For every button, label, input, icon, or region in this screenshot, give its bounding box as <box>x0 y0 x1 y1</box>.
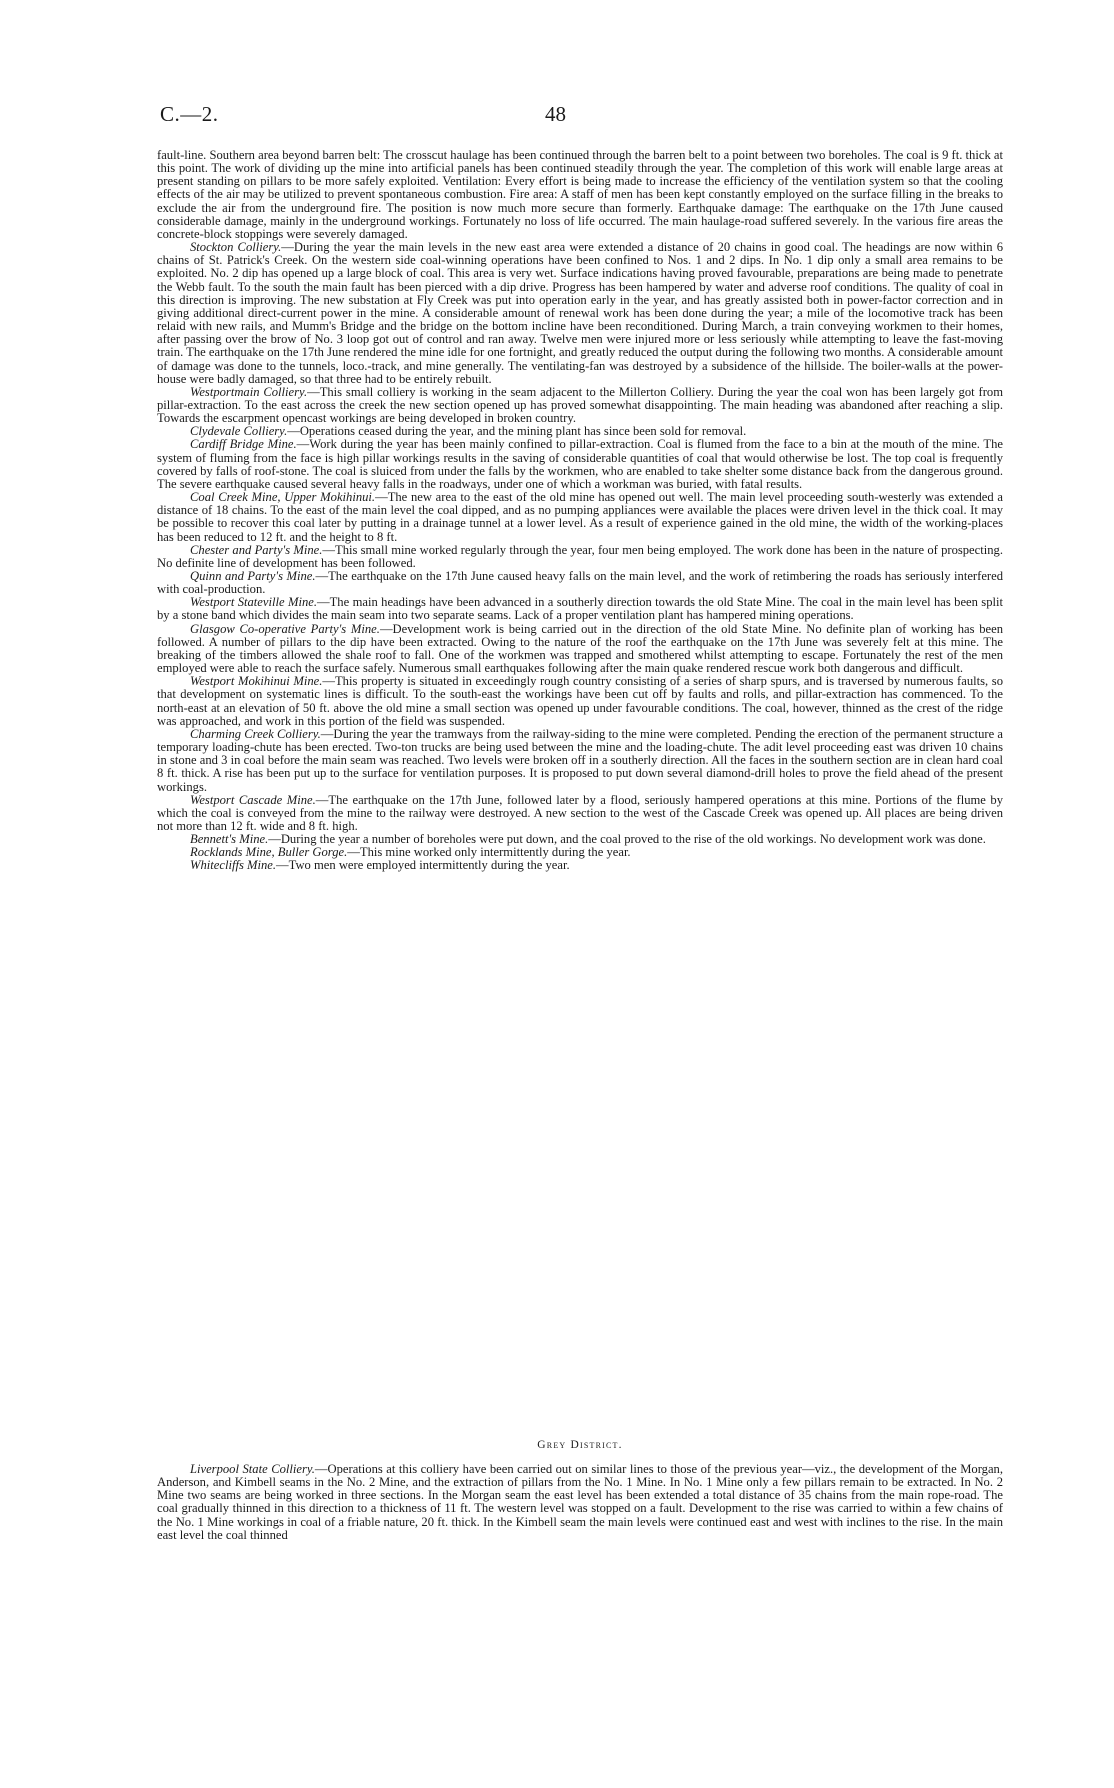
page-header <box>160 102 1020 126</box>
paragraph-text: —During the year a number of boreholes were put down, and the coal proved to the rise of the old workings. No development work was done. <box>268 832 986 847</box>
paragraph-text: —Work during the year has been mainly confined to pillar-extraction. Coal is flumed from the face to a bin at the mouth of the mine. The system of fluming from the face is high pillar workings results in the saving of considerable quantities of coal that would otherwise be lost. The top coal is frequently covered by falls of roof-stone. The coal is sluiced from under the falls by the workmen, who are enabled to take shelter some distance back from the dangerous ground. The severe earthquake caused several heavy falls in the roadways, under one of which a workman was buried, with fatal results. <box>157 437 1003 491</box>
mine-name: Charming Creek Colliery. <box>190 726 321 741</box>
paragraph-text: —During the year the main levels in the new east area were extended a distance of 20 chains in good coal. The headings are now within 6 chains of St. Patrick's Creek. On the western side coal-winning operations have been confined to Nos. 1 and 2 dips. In No. 1 dip only a small area remains to be exploited. No. 2 dip has opened up a large block of coal. This area is very wet. Surface indications having proved favourable, preparations are being made to penetrate the Webb fault. To the south the main fault has been pierced with a dip drive. Progress has been hampered by water and adverse roof conditions. The quality of coal in this direction is improving. The new substation at Fly Creek was put into operation early in the year, and has greatly assisted both in power-factor correction and in giving additional direct-current power in the mine. A considerable amount of renewal work has been done during the year; a mile of the locomotive track has been relaid with new rails, and Mumm's Bridge and the bridge on the bottom incline have been reconditioned. During March, a train conveying workmen to their homes, after passing over the brow of No. 3 loop got out of control and ran away. Twelve men were injured more or less seriously while attempting to leave the fast-moving train. The earthquake on the 17th June rendered the mine idle for one fortnight, and greatly reduced the output during the following two months. A considerable amount of damage was done to the tunnels, loco.-track, and mine generally. The ventilating-fan was destroyed by a subsidence of the hillside. The boiler-walls at the power-house were badly damaged, so that three had to be entirely rebuilt. <box>157 240 1004 386</box>
mine-name: Chester and Party's Mine. <box>190 542 323 557</box>
paragraph-text: —This small colliery is working in the seam adjacent to the Millerton Colliery. During the year the coal won has been largely got from pillar-extraction. To the east across the creek the new section opened up has proved somewhat disappointing. The main heading was abandoned after reaching a slip. Towards the escarpment opencast workings are being developed in broken country. <box>157 384 1003 426</box>
paragraph-fault-line <box>157 149 1003 241</box>
mine-name: Bennett's Mine. <box>190 832 269 847</box>
paragraph-text: —Operations ceased during the year, and the mining plant has since been sold for removal. <box>287 424 747 439</box>
section-heading-grey-district: Grey District. <box>537 1439 623 1451</box>
paragraph-westport-cascade <box>157 794 1003 833</box>
paragraph-text: —Two men were employed intermittently during the year. <box>276 858 570 873</box>
paragraph-text: —The earthquake on the 17th June caused heavy falls on the main level, and the work of retimbering the roads has seriously interfered with coal-production. <box>157 569 1003 597</box>
document-code: C.—2. <box>160 102 219 126</box>
paragraph-liverpool-state <box>157 1463 1003 1542</box>
paragraph-text: —The main headings have been advanced in a southerly direction towards the old State Mine. The coal in the main level has been split by a stone band which divides the main seam into two separate seams. Lack of a proper ventilation plant has hampered mining operations. <box>157 595 1004 623</box>
page-number: 48 <box>545 102 566 126</box>
paragraph-stockton <box>157 241 1003 386</box>
paragraph-chester <box>157 544 1003 570</box>
paragraph-glasgow <box>157 623 1003 676</box>
mine-name: Quinn and Party's Mine. <box>190 569 316 583</box>
paragraph-text: —During the year the tramways from the railway-siding to the mine were completed. Pending the erection of the permanent structure a temporary loading-chute has been erected. Two-ton trucks are being used between the mine and the loading-chute. The adit level proceeding east was driven 10 chains in stone and 3 in coal before the main seam was reached. Two levels were broken off in a southerly direction. All the faces in the southern section are in clean hard coal 8 ft. thick. A rise has been put up to the surface for ventilation purposes. It is proposed to put down several diamond-drill holes to prove the field ahead of the present workings. <box>157 726 1003 794</box>
mine-name: Westportmain Colliery. <box>190 384 308 399</box>
mine-name: Stockton Colliery. <box>190 240 282 255</box>
paragraph-text: —Development work is being carried out in the direction of the old State Mine. No definite plan of working has been followed. A number of pillars to the dip have been extracted. Owing to the nature of the roof the earthquake on the 17th June was severely felt at this mine. The breaking of the timbers allowed the shale roof to fall. One of the workmen was trapped and smothered whilst attempting to escape. Fortunately the rest of the men employed were able to reach the surface safely. Numerous small earthquakes following after the main quake rendered rescue work both dangerous and difficult. <box>157 621 1004 676</box>
paragraph-text: —The new area to the east of the old mine has opened out well. The main level proceeding south-westerly was extended a distance of 18 chains. To the east of the main level the coal dipped, and as no pumping appliances were available the places were driven level in the thick coal. It may be possible to recover this coal later by putting in a drainage tunnel at a lower level. As a result of experience gained in the old mine, the width of the working-places has been reduced to 12 ft. and the height to 8 ft. <box>157 490 1003 544</box>
paragraph-quinn <box>157 570 1003 596</box>
paragraph-charming-creek <box>157 728 1003 794</box>
mine-name: Westport Mokihinui Mine. <box>190 674 323 689</box>
mine-name: Rocklands Mine, Buller Gorge. <box>190 845 348 860</box>
buller-district-text <box>157 149 1003 873</box>
paragraph-whitecliffs <box>157 859 1003 872</box>
grey-district-text <box>157 1463 1003 1542</box>
paragraph-text: —The earthquake on the 17th June, followed later by a flood, seriously hampered operations at this mine. Portions of the flume by which the coal is conveyed from the mine to the railway were destroyed. A new section to the west of the Cascade Creek was opened up. All places are being driven not more than 12 ft. wide and 8 ft. high. <box>157 792 1003 833</box>
paragraph-text: fault-line. Southern area beyond barren belt: The crosscut haulage has been continued through the barren belt to a point between two boreholes. The coal is 9 ft. thick at this point. The work of dividing up the mine into artificial panels has been continued steadily through the year. The completion of this work will enable large areas at present standing on pillars to be more safely exploited. Ventilation: Every effort is being made to increase the efficiency of the ventilation system so that the cooling effects of the air may be utilized to prevent spontaneous combustion. Fire area: A staff of men has been kept constantly employed on the surface filling in the breaks to exclude the air from the underground fire. The position is now much more secure than formerly. Earthquake damage: The earthquake on the 17th June caused considerable damage, mainly in the underground workings. Fortunately no loss of life occurred. The main haulage-road suffered severely. In the various fire areas the concrete-block stoppings were severely damaged. <box>157 148 1003 241</box>
paragraph-cardiff-bridge <box>157 438 1003 491</box>
paragraph-westport-stateville <box>157 596 1003 622</box>
mine-name: Whitecliffs Mine. <box>190 858 277 873</box>
mine-name: Westport Cascade Mine. <box>190 792 316 807</box>
mine-name: Westport Stateville Mine. <box>190 595 317 610</box>
paragraph-text: —This property is situated in exceedingly rough country consisting of a series of sharp spurs, and is traversed by numerous faults, so that development on systematic lines is difficult. To the south-east the workings have been cut off by faults and rolls, and pillar-extraction has commenced. To the north-east at an elevation of 50 ft. above the old mine a small section was opened up under favourable conditions. The coal, however, thinned as the crest of the ridge was approached, and work in this portion of the field was suspended. <box>157 674 1004 728</box>
mine-name: Glasgow Co-operative Party's Mine. <box>190 621 380 636</box>
paragraph-coal-creek <box>157 491 1003 544</box>
mine-name: Cardiff Bridge Mine. <box>190 437 297 452</box>
paragraph-text: —This small mine worked regularly through the year, four men being employed. The work done has been in the nature of prospecting. No definite line of development has been followed. <box>157 542 1003 570</box>
mine-name: Clydevale Colliery. <box>190 424 288 439</box>
mine-name: Coal Creek Mine, Upper Mokihinui. <box>190 490 376 505</box>
mine-name: Liverpool State Colliery. <box>190 1462 315 1476</box>
paragraph-westportmain <box>157 386 1003 425</box>
paragraph-text: —Operations at this colliery have been carried out on similar lines to those of the previous year—viz., the development of the Morgan, Anderson, and Kimbell seams in the No. 2 Mine, and the extraction of pillars from the No. 1 Mine. In No. 1 Mine only a few pillars remain to be extracted. In No. 2 Mine two seams are being worked in three sections. In the Morgan seam the east level has been extended a total distance of 35 chains from the main rope-road. The coal gradually thinned in this direction to a thickness of 11 ft. The western level was stopped on a fault. Development to the rise was carried to within a few chains of the No. 1 Mine workings in coal of a friable nature, 20 ft. thick. In the Kimbell seam the main levels were continued east and west with inclines to the rise. In the main east level the coal thinned <box>157 1462 1003 1542</box>
paragraph-westport-mokihinui <box>157 675 1003 728</box>
paragraph-text: —This mine worked only intermittently during the year. <box>347 845 631 860</box>
